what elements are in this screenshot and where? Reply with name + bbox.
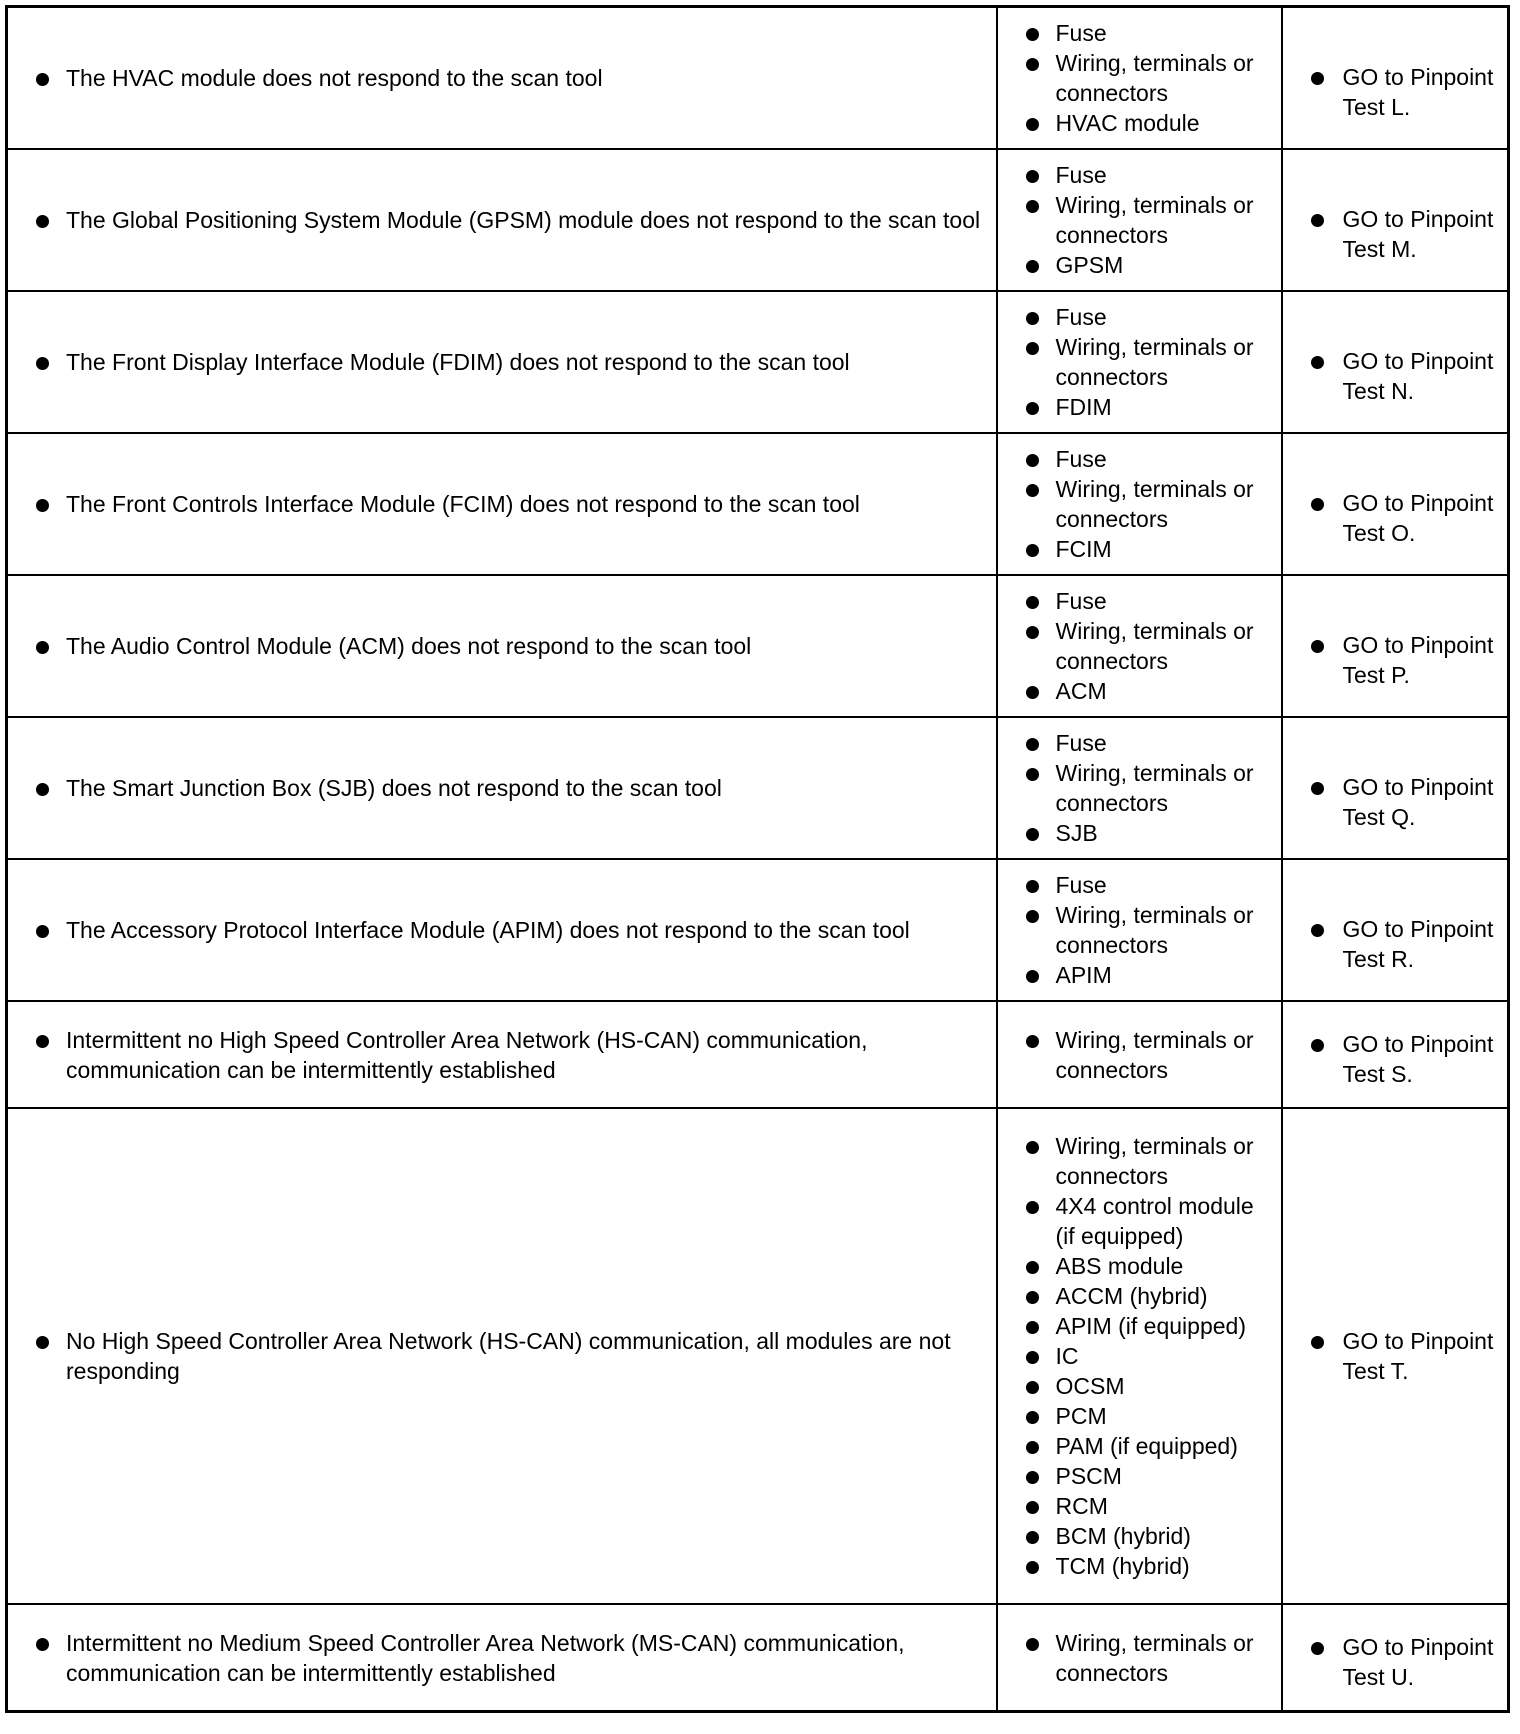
possible-source-item: Fuse <box>998 444 1281 474</box>
symptom-cell <box>7 717 997 859</box>
possible-source-item: Fuse <box>998 18 1281 48</box>
possible-source-item: PCM <box>998 1401 1281 1431</box>
possible-source-item: FDIM <box>998 392 1281 422</box>
action-cell <box>1282 7 1509 150</box>
symptom-text: The Audio Control Module (ACM) does not respond to the scan tool <box>8 631 996 661</box>
possible-source-item: Wiring, terminals or connectors <box>998 1628 1281 1688</box>
symptom-cell <box>7 1001 997 1108</box>
symptom-text: The HVAC module does not respond to the scan tool <box>8 63 996 93</box>
possible-source-item: Wiring, terminals or connectors <box>998 48 1281 108</box>
possible-source-item: Wiring, terminals or connectors <box>998 758 1281 818</box>
possible-source-item: RCM <box>998 1491 1281 1521</box>
possible-source-item: Fuse <box>998 728 1281 758</box>
action-link[interactable]: GO to Pinpoint Test N. <box>1283 346 1508 406</box>
possible-source-item: OCSM <box>998 1371 1281 1401</box>
possible-source-item: Wiring, terminals or connectors <box>998 616 1281 676</box>
action-cell <box>1282 1001 1509 1108</box>
symptom-text: No High Speed Controller Area Network (HS-CAN) communication, all modules are not responding <box>8 1326 996 1386</box>
action-link[interactable]: GO to Pinpoint Test L. <box>1283 62 1508 122</box>
symptom-text: The Front Display Interface Module (FDIM) does not respond to the scan tool <box>8 347 996 377</box>
action-cell <box>1282 149 1509 291</box>
possible-source-item: ACM <box>998 676 1281 706</box>
possible-sources-cell <box>997 575 1282 717</box>
possible-source-item: Fuse <box>998 160 1281 190</box>
symptom-cell <box>7 433 997 575</box>
action-link[interactable]: GO to Pinpoint Test T. <box>1283 1326 1508 1386</box>
possible-sources-cell <box>997 1604 1282 1712</box>
possible-source-item: Fuse <box>998 302 1281 332</box>
possible-source-item: PAM (if equipped) <box>998 1431 1281 1461</box>
action-cell <box>1282 859 1509 1001</box>
possible-source-item: Fuse <box>998 870 1281 900</box>
action-cell <box>1282 1604 1509 1712</box>
action-cell <box>1282 717 1509 859</box>
action-link[interactable]: GO to Pinpoint Test U. <box>1283 1632 1508 1692</box>
possible-source-item: Wiring, terminals or connectors <box>998 332 1281 392</box>
possible-sources-cell <box>997 433 1282 575</box>
table-row <box>7 1001 1509 1108</box>
symptom-text: The Smart Junction Box (SJB) does not respond to the scan tool <box>8 773 996 803</box>
symptom-cell <box>7 1108 997 1604</box>
possible-source-item: Wiring, terminals or connectors <box>998 190 1281 250</box>
possible-sources-cell <box>997 1108 1282 1604</box>
symptom-text: The Front Controls Interface Module (FCIM) does not respond to the scan tool <box>8 489 996 519</box>
table-row <box>7 291 1509 433</box>
symptom-cell <box>7 575 997 717</box>
action-link[interactable]: GO to Pinpoint Test M. <box>1283 204 1508 264</box>
action-link[interactable]: GO to Pinpoint Test O. <box>1283 488 1508 548</box>
symptom-text: Intermittent no High Speed Controller Area Network (HS-CAN) communication, communication can be intermittently established <box>8 1025 996 1085</box>
possible-source-item: PSCM <box>998 1461 1281 1491</box>
table-row <box>7 859 1509 1001</box>
symptom-cell <box>7 291 997 433</box>
possible-source-item: Fuse <box>998 586 1281 616</box>
possible-source-item: Wiring, terminals or connectors <box>998 1025 1281 1085</box>
symptom-text: Intermittent no Medium Speed Controller Area Network (MS-CAN) communication, communication can be intermittently established <box>8 1628 996 1688</box>
possible-source-item: 4X4 control module (if equipped) <box>998 1191 1281 1251</box>
action-link[interactable]: GO to Pinpoint Test Q. <box>1283 772 1508 832</box>
possible-sources-cell <box>997 717 1282 859</box>
action-link[interactable]: GO to Pinpoint Test R. <box>1283 914 1508 974</box>
symptom-cell <box>7 149 997 291</box>
action-cell <box>1282 575 1509 717</box>
symptom-text: The Global Positioning System Module (GPSM) module does not respond to the scan tool <box>8 205 996 235</box>
table-row <box>7 1604 1509 1712</box>
symptom-chart-table <box>5 5 1510 1713</box>
possible-sources-cell <box>997 859 1282 1001</box>
possible-source-item: APIM <box>998 960 1281 990</box>
possible-source-item: ABS module <box>998 1251 1281 1281</box>
possible-source-item: IC <box>998 1341 1281 1371</box>
action-cell <box>1282 291 1509 433</box>
possible-source-item: HVAC module <box>998 108 1281 138</box>
table-row <box>7 575 1509 717</box>
symptom-cell <box>7 859 997 1001</box>
possible-sources-cell <box>997 149 1282 291</box>
action-link[interactable]: GO to Pinpoint Test P. <box>1283 630 1508 690</box>
action-cell <box>1282 433 1509 575</box>
possible-source-item: Wiring, terminals or connectors <box>998 1131 1281 1191</box>
possible-source-item: Wiring, terminals or connectors <box>998 474 1281 534</box>
possible-sources-cell <box>997 291 1282 433</box>
possible-source-item: Wiring, terminals or connectors <box>998 900 1281 960</box>
table-row <box>7 717 1509 859</box>
possible-source-item: APIM (if equipped) <box>998 1311 1281 1341</box>
symptom-text: The Accessory Protocol Interface Module (APIM) does not respond to the scan tool <box>8 915 996 945</box>
table-row <box>7 7 1509 150</box>
symptom-cell <box>7 7 997 150</box>
possible-source-item: BCM (hybrid) <box>998 1521 1281 1551</box>
possible-source-item: GPSM <box>998 250 1281 280</box>
table-row <box>7 1108 1509 1604</box>
possible-source-item: SJB <box>998 818 1281 848</box>
possible-source-item: ACCM (hybrid) <box>998 1281 1281 1311</box>
table-row <box>7 433 1509 575</box>
symptom-cell <box>7 1604 997 1712</box>
action-cell <box>1282 1108 1509 1604</box>
possible-source-item: FCIM <box>998 534 1281 564</box>
action-link[interactable]: GO to Pinpoint Test S. <box>1283 1029 1508 1089</box>
possible-sources-cell <box>997 1001 1282 1108</box>
possible-sources-cell <box>997 7 1282 150</box>
table-row <box>7 149 1509 291</box>
possible-source-item: TCM (hybrid) <box>998 1551 1281 1581</box>
